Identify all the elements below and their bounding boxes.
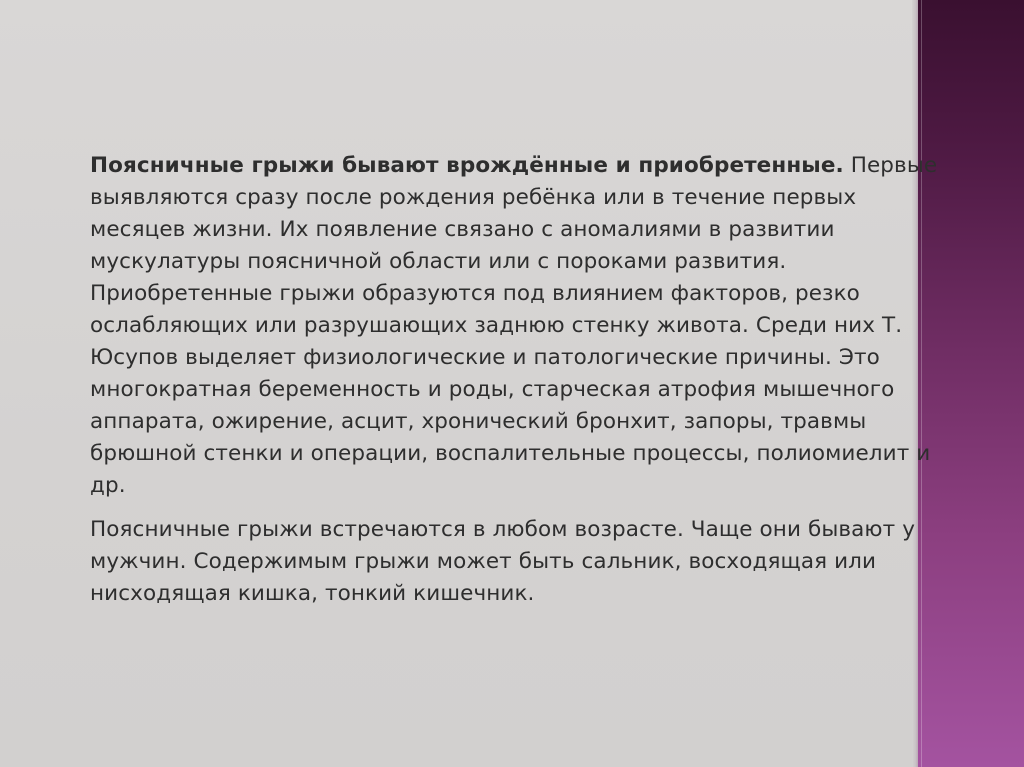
paragraph-2: Поясничные грыжи встречаются в любом возрасте. Чаще они бывают у мужчин. Содержимым грыжи может быть сальник, восходящая или нисходящая кишка, тонкий кишечник.: [90, 517, 916, 606]
slide-content: [90, 150, 950, 622]
paragraph-1-text: Первые выявляются сразу после рождения ребёнка или в течение первых месяцев жизни. Их появление связано с аномалиями в развитии мускулатуры поясничной области или с пороками развития. Приобретенные грыжи образуются под влиянием факторов, резко ослабляющих или разрушающих заднюю стенку живота. Среди них Т. Юсупов выделяет физиологические и патологические причины. Это многократная беременность и роды, старческая атрофия мышечного аппарата, ожирение, асцит, хронический бронхит, запоры, травмы брюшной стенки и операции, воспалительные процессы, полиомиелит и др.: [90, 153, 938, 498]
paragraph-1: [90, 150, 950, 502]
paragraph-1-bold: Поясничные грыжи бывают врождённые и приобретенные.: [90, 153, 844, 178]
